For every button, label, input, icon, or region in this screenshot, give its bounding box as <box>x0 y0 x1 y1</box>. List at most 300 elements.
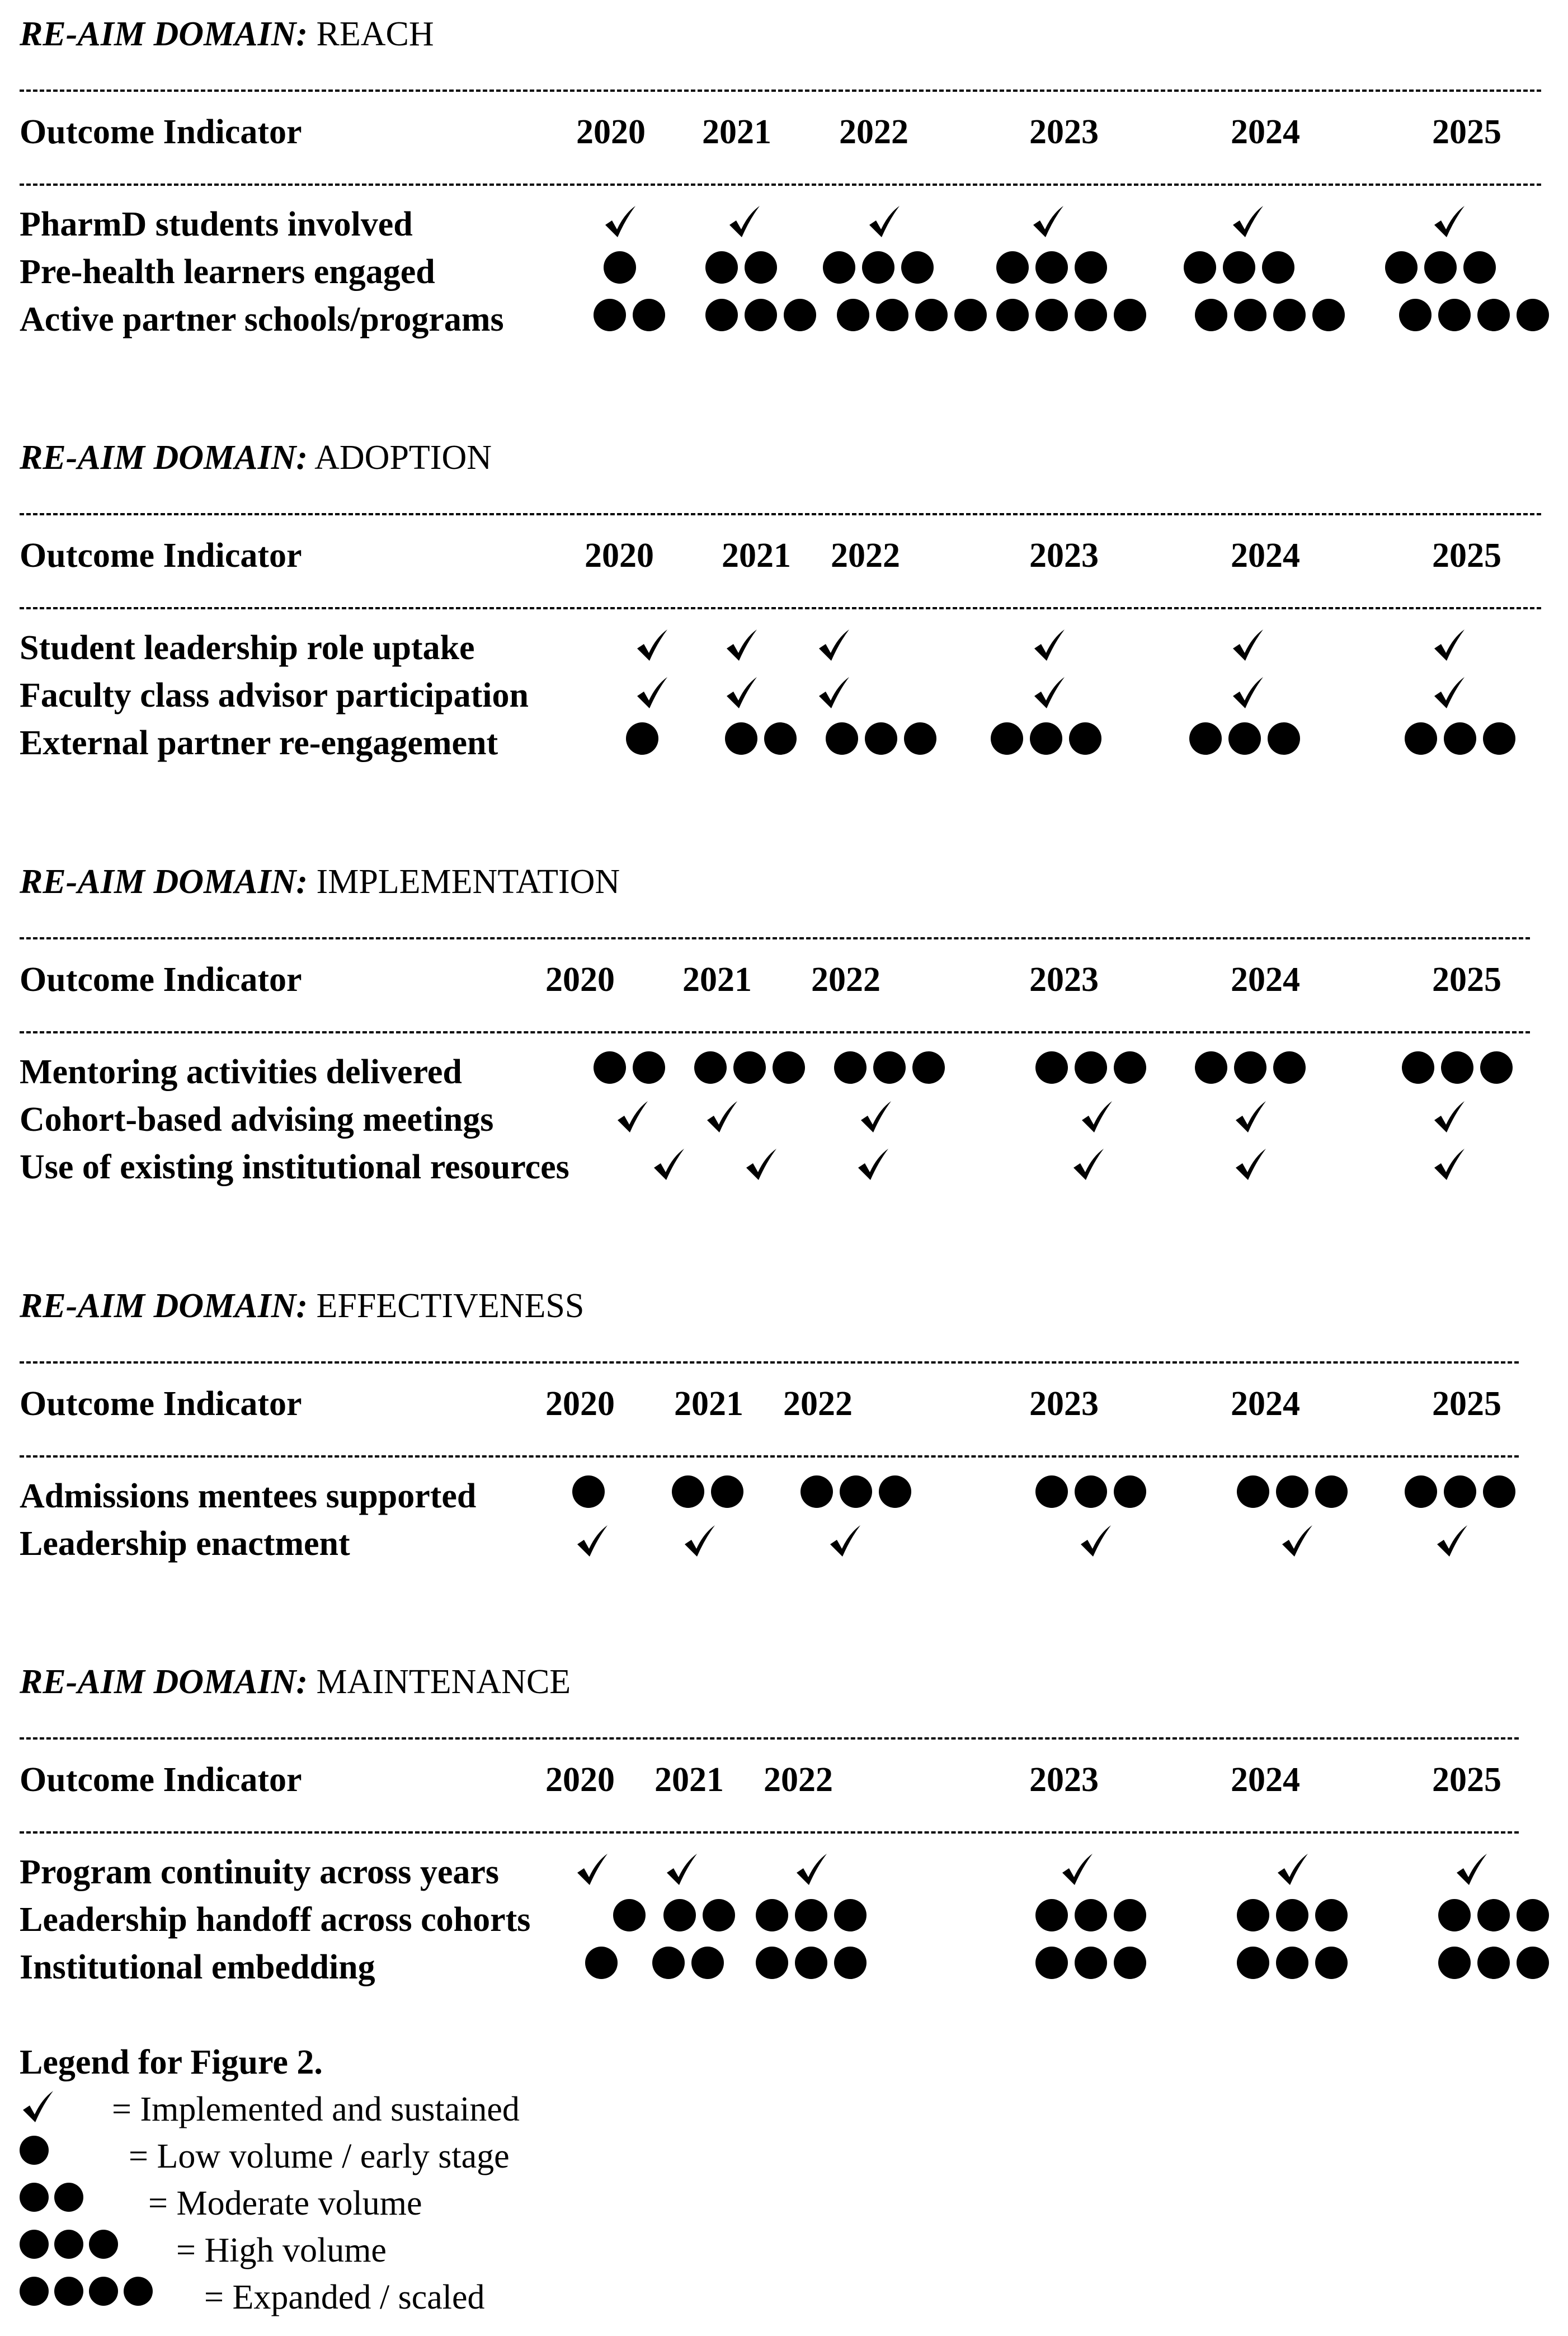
legend-text: = Moderate volume <box>148 2184 422 2222</box>
dot-icon <box>594 1051 626 1084</box>
header-year-2021: 2021 <box>702 113 771 151</box>
header-year-2023: 2023 <box>1029 537 1099 575</box>
value-cell-2021 <box>705 299 816 331</box>
value-cell-2022 <box>834 1051 945 1084</box>
value-cell-2025 <box>1431 627 1467 663</box>
header-outcome-indicator: Outcome Indicator <box>20 537 302 575</box>
value-cell-2024 <box>1274 1851 1310 1887</box>
check-icon <box>1232 1099 1268 1135</box>
section-title-name: IMPLEMENTATION <box>308 863 620 901</box>
value-cell-2023 <box>996 299 1146 331</box>
dot-icon <box>633 299 665 331</box>
dot-icon <box>1075 1899 1107 1931</box>
section-title <box>20 1289 584 1323</box>
value-cell-2022 <box>855 1146 891 1182</box>
header-year-2023: 2023 <box>1029 1761 1099 1799</box>
section-title-prefix: RE-AIM DOMAIN: <box>20 1287 308 1325</box>
dot-icon <box>1480 1051 1513 1084</box>
row-label: Admissions mentees supported <box>20 1477 477 1515</box>
check-icon <box>1431 627 1467 663</box>
header-year-2022: 2022 <box>783 1385 853 1423</box>
value-cell-2022 <box>793 1851 829 1887</box>
dot-icon <box>1483 722 1515 755</box>
value-cell-2025 <box>1399 299 1549 331</box>
value-cell-2025 <box>1431 204 1467 239</box>
header-year-2021: 2021 <box>682 961 752 999</box>
header-year-2024: 2024 <box>1231 1761 1300 1799</box>
header-top-divider <box>20 1737 1519 1740</box>
value-cell-2021 <box>694 1051 805 1084</box>
value-cell-2020 <box>572 1475 605 1508</box>
check-icon <box>634 627 670 663</box>
legend-symbol <box>20 2230 118 2259</box>
row-label: Leadership handoff across cohorts <box>20 1901 531 1939</box>
dot-icon <box>1114 1899 1146 1931</box>
dot-icon <box>1315 1475 1348 1508</box>
dot-icon <box>1075 299 1107 331</box>
value-cell-2024 <box>1230 627 1265 663</box>
header-year-2025: 2025 <box>1432 1761 1501 1799</box>
value-cell-2024 <box>1232 1146 1268 1182</box>
header-year-2025: 2025 <box>1432 537 1501 575</box>
dot-icon <box>694 1051 727 1084</box>
dot-icon <box>572 1475 605 1508</box>
dot-icon <box>1477 1899 1510 1931</box>
row-label: Cohort-based advising meetings <box>20 1101 494 1139</box>
dot-icon <box>1195 299 1227 331</box>
dot-icon <box>604 251 636 284</box>
header-year-2020: 2020 <box>585 537 654 575</box>
section-title-prefix: RE-AIM DOMAIN: <box>20 439 308 477</box>
value-cell-2023 <box>996 251 1107 284</box>
value-cell-2020 <box>594 1051 665 1084</box>
value-cell-2020 <box>574 1851 610 1887</box>
legend-symbol <box>20 2183 83 2212</box>
dot-icon <box>1262 251 1294 284</box>
value-cell-2023 <box>1035 1947 1146 1979</box>
value-cell-2021 <box>672 1475 743 1508</box>
dot-icon <box>904 722 936 755</box>
dot-icon <box>733 1051 766 1084</box>
dot-icon <box>1234 299 1266 331</box>
legend-text: = Expanded / scaled <box>204 2278 485 2316</box>
check-icon <box>614 1099 650 1135</box>
dot-icon <box>834 1947 867 1979</box>
dot-icon <box>1483 1475 1515 1508</box>
value-cell-2020 <box>634 675 670 711</box>
check-icon <box>681 1523 717 1559</box>
section-title-prefix: RE-AIM DOMAIN: <box>20 15 308 53</box>
legend-text: = Implemented and sustained <box>112 2090 520 2128</box>
dot-icon <box>784 299 816 331</box>
dot-icon <box>89 2277 118 2306</box>
dot-icon <box>901 251 934 284</box>
value-cell-2021 <box>705 251 777 284</box>
value-cell-2020 <box>585 1947 618 1979</box>
dot-icon <box>1405 1475 1437 1508</box>
check-icon <box>723 627 759 663</box>
value-cell-2022 <box>816 627 851 663</box>
value-cell-2022 <box>837 299 987 331</box>
check-icon <box>723 675 759 711</box>
dot-icon <box>1075 1475 1107 1508</box>
dot-icon <box>705 299 738 331</box>
value-cell-2022 <box>826 722 936 755</box>
value-cell-2021 <box>663 1899 735 1931</box>
dot-icon <box>876 299 908 331</box>
header-year-2020: 2020 <box>576 113 646 151</box>
section-title <box>20 440 492 475</box>
header-top-divider <box>20 937 1530 939</box>
dot-icon <box>1273 299 1306 331</box>
row-label: Program continuity across years <box>20 1853 499 1891</box>
header-outcome-indicator: Outcome Indicator <box>20 1761 302 1799</box>
check-icon <box>816 675 851 711</box>
dot-icon <box>1444 722 1476 755</box>
dot-icon <box>124 2277 153 2306</box>
check-icon <box>1431 1099 1467 1135</box>
dot-icon <box>20 2277 49 2306</box>
dot-icon <box>1075 1947 1107 1979</box>
dot-icon <box>1075 1051 1107 1084</box>
check-icon <box>1230 204 1265 239</box>
value-cell-2022 <box>801 1475 911 1508</box>
header-year-2024: 2024 <box>1231 961 1300 999</box>
dot-icon <box>20 2183 49 2212</box>
value-cell-2023 <box>1031 675 1067 711</box>
header-year-2020: 2020 <box>545 1385 615 1423</box>
value-cell-2024 <box>1237 1475 1348 1508</box>
value-cell-2022 <box>823 251 934 284</box>
value-cell-2025 <box>1405 1475 1515 1508</box>
header-bottom-divider <box>20 1831 1519 1834</box>
dot-icon <box>826 722 858 755</box>
header-year-2022: 2022 <box>839 113 908 151</box>
header-year-2024: 2024 <box>1231 537 1300 575</box>
check-icon <box>1230 627 1265 663</box>
value-cell-2021 <box>652 1947 724 1979</box>
dot-icon <box>1402 1051 1434 1084</box>
value-cell-2024 <box>1232 1099 1268 1135</box>
check-icon <box>1059 1851 1095 1887</box>
row-label: Institutional embedding <box>20 1948 375 1986</box>
section-title-prefix: RE-AIM DOMAIN: <box>20 1663 308 1701</box>
check-icon <box>858 1099 893 1135</box>
value-cell-2024 <box>1230 675 1265 711</box>
legend-text: = Low volume / early stage <box>129 2137 510 2175</box>
check-icon <box>1431 1146 1467 1182</box>
dot-icon <box>1276 1475 1308 1508</box>
check-icon <box>651 1146 686 1182</box>
section-title <box>20 1665 571 1699</box>
section-title-name: ADOPTION <box>308 439 492 477</box>
dot-icon <box>1405 722 1437 755</box>
value-cell-2022 <box>858 1099 893 1135</box>
dot-icon <box>725 722 757 755</box>
dot-icon <box>1438 1947 1471 1979</box>
check-icon <box>827 1523 863 1559</box>
header-year-2023: 2023 <box>1029 961 1099 999</box>
dot-icon <box>834 1899 867 1931</box>
check-icon <box>866 204 902 239</box>
dot-icon <box>691 1947 724 1979</box>
value-cell-2020 <box>651 1146 686 1182</box>
dot-icon <box>585 1947 618 1979</box>
value-cell-2021 <box>726 204 762 239</box>
value-cell-2024 <box>1189 722 1300 755</box>
header-year-2023: 2023 <box>1029 113 1099 151</box>
dot-icon <box>626 722 658 755</box>
legend-symbol <box>20 2277 153 2306</box>
section-title-name: MAINTENANCE <box>308 1663 571 1701</box>
header-bottom-divider <box>20 184 1541 186</box>
legend-symbol <box>20 2089 55 2125</box>
dot-icon <box>1114 1051 1146 1084</box>
value-cell-2025 <box>1438 1899 1549 1931</box>
check-icon <box>1279 1523 1315 1559</box>
row-label: Student leadership role uptake <box>20 629 475 667</box>
value-cell-2022 <box>827 1523 863 1559</box>
dot-icon <box>996 299 1029 331</box>
check-icon <box>1232 1146 1268 1182</box>
section-title-name: REACH <box>308 15 434 53</box>
value-cell-2025 <box>1431 1099 1467 1135</box>
value-cell-2025 <box>1402 1051 1513 1084</box>
dot-icon <box>1315 1947 1348 1979</box>
dot-icon <box>1444 1475 1476 1508</box>
dot-icon <box>1463 251 1496 284</box>
dot-icon <box>745 251 777 284</box>
dot-icon <box>954 299 987 331</box>
header-year-2025: 2025 <box>1432 961 1501 999</box>
check-icon <box>704 1099 740 1135</box>
dot-icon <box>1030 722 1062 755</box>
dot-icon <box>1517 1947 1549 1979</box>
check-icon <box>793 1851 829 1887</box>
check-icon <box>574 1851 610 1887</box>
check-icon <box>1453 1851 1489 1887</box>
dot-icon <box>1276 1899 1308 1931</box>
value-cell-2024 <box>1237 1899 1348 1931</box>
dot-icon <box>613 1899 646 1931</box>
value-cell-2022 <box>756 1947 867 1979</box>
dot-icon <box>1234 1051 1266 1084</box>
dot-icon <box>54 2277 83 2306</box>
value-cell-2023 <box>991 722 1101 755</box>
header-outcome-indicator: Outcome Indicator <box>20 961 302 999</box>
header-year-2023: 2023 <box>1029 1385 1099 1423</box>
dot-icon <box>996 251 1029 284</box>
value-cell-2025 <box>1438 1947 1549 1979</box>
dot-icon <box>652 1947 685 1979</box>
dot-icon <box>1237 1899 1269 1931</box>
value-cell-2024 <box>1237 1947 1348 1979</box>
value-cell-2024 <box>1195 299 1345 331</box>
dot-icon <box>663 1899 696 1931</box>
value-cell-2023 <box>1079 1099 1114 1135</box>
value-cell-2021 <box>704 1099 740 1135</box>
value-cell-2022 <box>866 204 902 239</box>
section-title-name: EFFECTIVENESS <box>308 1287 585 1325</box>
header-outcome-indicator: Outcome Indicator <box>20 1385 302 1423</box>
header-year-2020: 2020 <box>545 1761 615 1799</box>
check-icon <box>855 1146 891 1182</box>
dot-icon <box>1268 722 1300 755</box>
dot-icon <box>1035 251 1068 284</box>
header-top-divider <box>20 90 1541 92</box>
value-cell-2022 <box>816 675 851 711</box>
value-cell-2022 <box>756 1899 867 1931</box>
check-icon <box>1230 675 1265 711</box>
dot-icon <box>745 299 777 331</box>
dot-icon <box>764 722 797 755</box>
dot-icon <box>1424 251 1457 284</box>
dot-icon <box>873 1051 906 1084</box>
dot-icon <box>1477 1947 1510 1979</box>
dot-icon <box>1237 1947 1269 1979</box>
header-outcome-indicator: Outcome Indicator <box>20 113 302 151</box>
dot-icon <box>633 1051 665 1084</box>
dot-icon <box>795 1947 827 1979</box>
check-icon <box>1031 675 1067 711</box>
header-top-divider <box>20 1361 1519 1364</box>
dot-icon <box>703 1899 735 1931</box>
value-cell-2025 <box>1431 675 1467 711</box>
dot-icon <box>20 2136 49 2165</box>
header-year-2025: 2025 <box>1432 113 1501 151</box>
dot-icon <box>823 251 855 284</box>
check-icon <box>1030 204 1066 239</box>
dot-icon <box>991 722 1023 755</box>
row-label: Active partner schools/programs <box>20 300 504 339</box>
dot-icon <box>1223 251 1255 284</box>
check-icon <box>743 1146 779 1182</box>
check-icon <box>634 675 670 711</box>
value-cell-2020 <box>574 1523 610 1559</box>
value-cell-2023 <box>1059 1851 1095 1887</box>
value-cell-2025 <box>1453 1851 1489 1887</box>
section-title <box>20 17 434 51</box>
dot-icon <box>1438 1899 1471 1931</box>
header-year-2025: 2025 <box>1432 1385 1501 1423</box>
dot-icon <box>756 1947 788 1979</box>
check-icon <box>1070 1146 1106 1182</box>
value-cell-2023 <box>1035 1051 1146 1084</box>
dot-icon <box>865 722 897 755</box>
header-bottom-divider <box>20 1031 1530 1033</box>
value-cell-2024 <box>1184 251 1294 284</box>
row-label: Leadership enactment <box>20 1525 350 1563</box>
dot-icon <box>1035 1947 1068 1979</box>
header-bottom-divider <box>20 607 1541 609</box>
row-label: Use of existing institutional resources <box>20 1148 569 1186</box>
check-icon <box>574 1523 610 1559</box>
header-bottom-divider <box>20 1455 1519 1458</box>
dot-icon <box>1035 1051 1068 1084</box>
legend-title: Legend for Figure 2. <box>20 2043 323 2081</box>
dot-icon <box>54 2183 83 2212</box>
dot-icon <box>1441 1051 1473 1084</box>
header-year-2022: 2022 <box>831 537 900 575</box>
header-year-2024: 2024 <box>1231 1385 1300 1423</box>
section-title-prefix: RE-AIM DOMAIN: <box>20 863 308 901</box>
row-label: Mentoring activities delivered <box>20 1053 462 1091</box>
dot-icon <box>1114 299 1146 331</box>
dot-icon <box>1069 722 1101 755</box>
value-cell-2023 <box>1031 627 1067 663</box>
value-cell-2021 <box>663 1851 699 1887</box>
check-icon <box>602 204 638 239</box>
dot-icon <box>1114 1475 1146 1508</box>
dot-icon <box>915 299 948 331</box>
dot-icon <box>795 1899 827 1931</box>
dot-icon <box>1273 1051 1306 1084</box>
dot-icon <box>54 2230 83 2259</box>
value-cell-2023 <box>1035 1899 1146 1931</box>
dot-icon <box>1312 299 1345 331</box>
value-cell-2020 <box>602 204 638 239</box>
dot-icon <box>1399 299 1432 331</box>
value-cell-2021 <box>723 675 759 711</box>
dot-icon <box>1195 1051 1227 1084</box>
dot-icon <box>1237 1475 1269 1508</box>
value-cell-2023 <box>1035 1475 1146 1508</box>
row-label: Faculty class advisor participation <box>20 676 529 715</box>
dot-icon <box>1189 722 1222 755</box>
check-icon <box>816 627 851 663</box>
dot-icon <box>1075 251 1107 284</box>
dot-icon <box>1184 251 1216 284</box>
check-icon <box>1031 627 1067 663</box>
header-year-2022: 2022 <box>811 961 880 999</box>
row-label: External partner re-engagement <box>20 724 498 762</box>
value-cell-2021 <box>723 627 759 663</box>
check-icon <box>1274 1851 1310 1887</box>
dot-icon <box>672 1475 704 1508</box>
dot-icon <box>1114 1947 1146 1979</box>
dot-icon <box>773 1051 805 1084</box>
check-icon <box>726 204 762 239</box>
value-cell-2025 <box>1431 1146 1467 1182</box>
dot-icon <box>1035 299 1068 331</box>
dot-icon <box>89 2230 118 2259</box>
value-cell-2025 <box>1434 1523 1470 1559</box>
dot-icon <box>1517 1899 1549 1931</box>
header-top-divider <box>20 513 1541 515</box>
value-cell-2023 <box>1070 1146 1106 1182</box>
check-icon <box>1431 675 1467 711</box>
dot-icon <box>1517 299 1549 331</box>
header-year-2022: 2022 <box>764 1761 833 1799</box>
dot-icon <box>1035 1475 1068 1508</box>
value-cell-2020 <box>626 722 658 755</box>
dot-icon <box>1438 299 1471 331</box>
value-cell-2021 <box>681 1523 717 1559</box>
value-cell-2021 <box>743 1146 779 1182</box>
value-cell-2020 <box>634 627 670 663</box>
value-cell-2020 <box>594 299 665 331</box>
dot-icon <box>20 2230 49 2259</box>
dot-icon <box>840 1475 872 1508</box>
check-icon <box>1077 1523 1113 1559</box>
value-cell-2023 <box>1030 204 1066 239</box>
header-year-2020: 2020 <box>545 961 615 999</box>
check-icon <box>1434 1523 1470 1559</box>
value-cell-2021 <box>725 722 797 755</box>
value-cell-2024 <box>1230 204 1265 239</box>
dot-icon <box>837 299 869 331</box>
value-cell-2024 <box>1195 1051 1306 1084</box>
